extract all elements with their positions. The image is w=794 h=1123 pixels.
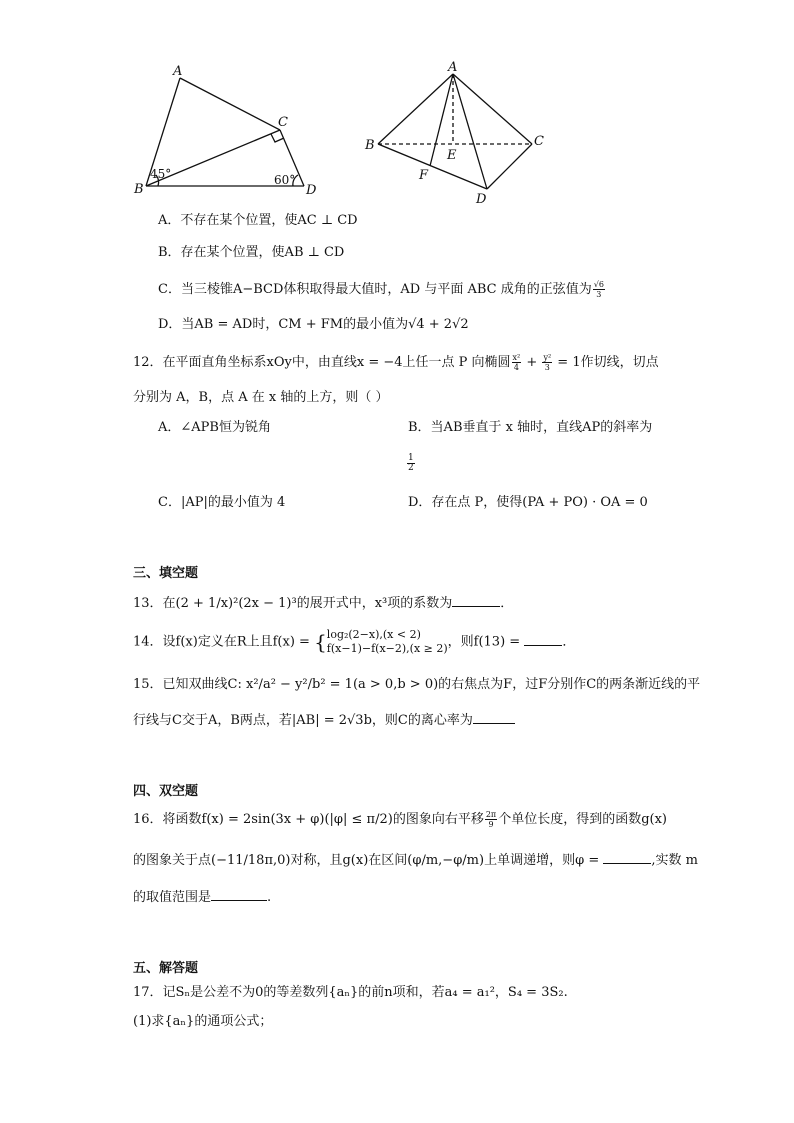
q15-answer-blank[interactable] [473, 711, 515, 724]
q16-line3-text: 的取值范围是 [133, 890, 212, 905]
edge-ac [453, 74, 532, 144]
edge-ac [180, 78, 280, 130]
q16-interval: (φ/m,−φ/m) [407, 853, 485, 868]
q15-equation: x²/a² − y²/b² = 1(a > 0,b > 0) [246, 677, 439, 692]
section-5-heading: 五、解答题 [133, 961, 199, 976]
angle-d-label: 60° [274, 173, 296, 187]
ellipse-x-term [512, 353, 522, 372]
angle-b-label: 45° [150, 167, 172, 181]
q16-line2-post: 上单调递增，则φ = [484, 853, 604, 868]
q16-shift-fraction [485, 810, 497, 829]
ellipse-plus: + [522, 355, 542, 370]
quadrilateral-figure [128, 60, 328, 200]
q11-option-d [158, 316, 469, 334]
q12-line2: 分别为 A，B，点 A 在 x 轴的上方，则（ ） [133, 390, 389, 405]
q12-stem-a: 12．在平面直角坐标系xOy中，由直线x = −4上任一点 P 向椭圆 [133, 355, 511, 370]
q11-option-d-value: √4 + 2√2 [408, 317, 469, 332]
q16-line2-mid: 对称，且g(x)在区间 [290, 853, 408, 868]
ellipse-y-term [542, 353, 552, 372]
q14-pre: 14．设f(x)定义在R上且f(x) = [133, 634, 315, 650]
label-d: D [476, 192, 487, 207]
edge-ab [378, 74, 453, 144]
q11-c-den: 3 [596, 290, 602, 299]
q11-option-d-text: D．当AB = AD时，CM + FM的最小值为 [158, 317, 409, 332]
label-d: D [306, 183, 317, 198]
q16-line3 [133, 888, 271, 907]
q12-option-d: D．存在点 P，使得(PA + PO) · OA = 0 [408, 495, 648, 510]
q15-line1 [133, 676, 700, 694]
ellipse-y-num: y² [543, 353, 552, 362]
q16-mid: 的图象向右平移 [392, 812, 484, 827]
q12-option-a: A．∠APB恒为锐角 [158, 420, 271, 435]
q11-option-c [158, 280, 606, 299]
q16-condition: (|φ| ≤ π/2) [324, 812, 393, 827]
q14-end: ． [562, 634, 576, 650]
q14-answer-blank[interactable] [524, 633, 562, 646]
q13 [133, 594, 513, 613]
label-b: B [134, 182, 144, 197]
section-3-heading: 三、填空题 [133, 566, 199, 581]
q14-case-1: log₂(2−x),(x < 2) [326, 628, 421, 641]
q13-pre: 13．在 [133, 596, 176, 611]
q12-b-num: 1 [408, 453, 414, 463]
edge-ad [453, 74, 487, 189]
q11-option-a: A．不存在某个位置，使AC ⊥ CD [158, 213, 358, 228]
label-a: A [173, 64, 183, 79]
q17-part1: (1)求{aₙ}的通项公式； [133, 1014, 273, 1029]
q13-answer-blank[interactable] [452, 594, 500, 607]
q12-stem-b: = 1作切线，切点 [553, 355, 659, 370]
tetrahedron-figure [360, 58, 560, 208]
q11-option-c-text: C．当三棱锥A−BCD体积取得最大值时，AD 与平面 ABC 成角的正弦值为 [158, 282, 592, 297]
q16-line1 [133, 810, 667, 829]
q14-post: ，则f(13) = [447, 634, 525, 650]
label-c: C [278, 115, 288, 130]
label-e: E [447, 148, 457, 163]
ellipse-y-den: 3 [544, 363, 550, 372]
q15-post: 的右焦点为F，过F分别作C的两条渐近线的平 [438, 677, 701, 692]
q11-option-b: B．存在某个位置，使AB ⊥ CD [158, 245, 345, 260]
q16-shift-den: 9 [488, 820, 494, 829]
q12-b-den: 2 [408, 463, 414, 473]
q16-shift-num: 2π [485, 810, 497, 819]
q16-point: (−11/18π,0) [211, 853, 291, 868]
q11-option-c-fraction [593, 280, 605, 299]
label-a: A [448, 60, 458, 75]
edge-cd [487, 144, 532, 189]
q16-line3-end: . [267, 890, 272, 905]
q12-option-b-fraction [407, 454, 415, 473]
q16-post: 个单位长度，得到的函数g(x) [498, 812, 668, 827]
label-c: C [534, 134, 544, 149]
q12-line1 [133, 353, 659, 372]
q12-option-b: B．当AB垂直于 x 轴时，直线AP的斜率为 [408, 420, 653, 435]
q14-brace: { [314, 630, 327, 654]
q14-cases [327, 628, 448, 656]
label-f: F [419, 168, 429, 183]
q16-line2-pre: 的图象关于点 [133, 853, 212, 868]
q17-line1: 17．记Sₙ是公差不为0的等差数列{aₙ}的前n项和，若a₄ = a₁²，S₄ = 3S₂. [133, 985, 568, 1000]
ellipse-x-den: 4 [513, 363, 519, 372]
label-b: B [365, 138, 375, 153]
q15-pre: 15．已知双曲线C: [133, 677, 247, 692]
q15-line2-text: 行线与C交于A，B两点，若|AB| = 2√3b，则C的离心率为 [133, 713, 473, 728]
q13-end: ． [500, 596, 514, 611]
q13-expression: (2 + 1/x)²(2x − 1)³ [175, 596, 297, 611]
q16-answer-blank-1[interactable] [603, 851, 651, 864]
edge-bd [378, 144, 487, 189]
q12-option-c: C．|AP|的最小值为 4 [158, 495, 286, 510]
q15-line2 [133, 711, 515, 730]
q16-function: 16．将函数f(x) = 2sin(3x + φ) [133, 812, 325, 827]
q16-answer-blank-2[interactable] [211, 888, 267, 901]
ellipse-x-num: x² [512, 353, 521, 362]
q14-case-2: f(x−1)−f(x−2),(x ≥ 2) [326, 642, 448, 655]
q14 [133, 628, 575, 656]
q11-c-num: √6 [593, 280, 604, 289]
section-4-heading: 四、双空题 [133, 784, 199, 799]
q16-line2-end: ,实数 m [651, 853, 698, 868]
q13-post: 的展开式中，x³项的系数为 [296, 596, 453, 611]
q16-line2 [133, 851, 698, 870]
